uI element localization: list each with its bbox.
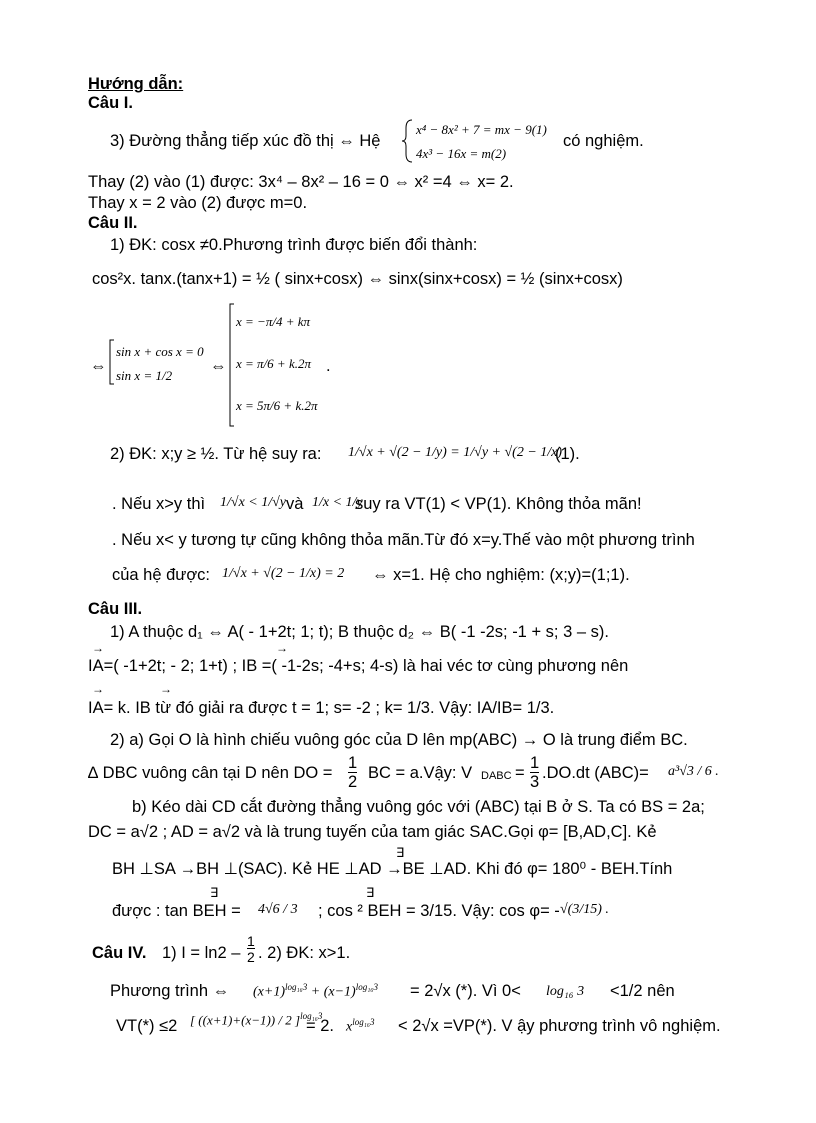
cau3-line-9b: ; cos ² BEH = 3/15. Vậy: cos φ= - <box>318 902 560 920</box>
cau3-line-5d: .DO.dt (ABC)= <box>542 764 649 782</box>
cau1-line-3: 3) Đường thẳng tiếp xúc đồ thị ⇔ Hệ <box>110 132 381 150</box>
cau2-sol-1: x = −π/4 + kπ <box>236 314 310 329</box>
vector-arrow-ia-2: → <box>92 682 104 696</box>
equiv-symbol: ⇔ <box>90 357 107 375</box>
cau2-sys-a2: sin x = 1/2 <box>116 368 173 383</box>
cau3-line-3: IA= k. IB từ đó giải ra được t = 1; s= -2 ; k= 1/3. Vậy: IA/IB= 1/3. <box>88 699 555 717</box>
period: . <box>326 357 331 375</box>
vector-arrow-ib: → <box>276 641 288 655</box>
exists-symbol-3: ∃ <box>366 885 375 900</box>
cau2-solutions <box>228 302 358 430</box>
cau2-line-4c: suy ra VT(1) < VP(1). Không thỏa mãn! <box>355 495 642 513</box>
section-title-cau-2: Câu II. <box>88 214 138 232</box>
cau2-equation-1-end: (1). <box>555 445 580 463</box>
cau1-system-eq1: x⁴ − 8x² + 7 = mx − 9(1) <box>416 122 547 137</box>
cau2-line-2: cos²x. tanx.(tanx+1) = ½ ( sinx+cosx) ⇔ sinx(sinx+cosx) = ½ (sinx+cosx) <box>92 270 623 288</box>
cau3-line-6: b) Kéo dài CD cắt đường thẳng vuông góc với (ABC) tại B ở S. Ta có BS = 2a; <box>132 798 705 816</box>
fraction-one-half: 1 2 <box>348 754 358 791</box>
cau2-sol-3: x = 5π/6 + k.2π <box>236 398 318 413</box>
cau3-line-8: BH ⊥SA →BH ⊥(SAC). Kẻ HE ⊥AD →BE ⊥AD. Khi đó φ= 180⁰ - BEH.Tính <box>112 860 673 878</box>
cau2-equation-1: 1/√x + √(2 − 1/y) = 1/√y + √(2 − 1/x) <box>348 445 563 460</box>
cau4-bound: [ ((x+1)+(x−1)) / 2 ]$^{log_{16}3}$ <box>190 1011 323 1028</box>
fraction-one-third: 1 3 <box>530 754 540 791</box>
cau2-ineq-1: 1/√x < 1/√y <box>220 495 287 510</box>
cau4-line-3b: = 2. <box>306 1017 334 1035</box>
cau2-line-1: 1) ĐK: cosx ≠0.Phương trình được biến đổi thành: <box>110 236 478 254</box>
volume-subscript: DABC <box>481 770 512 782</box>
section-title-cau-3: Câu III. <box>88 600 143 618</box>
cau2-line-3: 2) ĐK: x;y ≥ ½. Từ hệ suy ra: <box>110 445 322 463</box>
cau4-line-2b: = 2√x (*). Vì 0< <box>410 982 521 1000</box>
cau2-line-4b: và <box>286 495 304 513</box>
cau3-line-4: 2) a) Gọi O là hình chiếu vuông góc của D lên mp(ABC) → O là trung điểm BC. <box>110 731 688 749</box>
cau4-power: $x^{log_{16}3}$ <box>346 1017 375 1035</box>
cau2-line-4a: . Nếu x>y thì <box>112 495 206 513</box>
cau4-line-1b: . 2) ĐK: x>1. <box>258 944 351 962</box>
cau2-line-6b: ⇔ x=1. Hệ cho nghiệm: (x;y)=(1;1). <box>372 566 630 584</box>
tan-value: 4√6 / 3 <box>258 902 298 917</box>
cau3-line-5b: BC = a.Vậy: V <box>368 764 473 782</box>
cau4-line-1a: 1) I = ln2 – <box>162 944 241 962</box>
cau2-sol-2: x = π/6 + k.2π <box>236 356 311 371</box>
volume-formula: a³√3 / 6 . <box>668 764 719 779</box>
cau1-system <box>402 116 572 166</box>
cau3-line-2: IA=( -1+2t; - 2; 1+t) ; IB =( -1-2s; -4+s; 4-s) là hai véc tơ cùng phương nên <box>88 657 629 675</box>
cau3-line-7: DC = a√2 ; AD = a√2 và là trung tuyến của tam giác SAC.Gọi φ= [B,AD,C]. Kẻ <box>88 823 657 841</box>
cau3-line-1: 1) A thuộc d₁ ⇔ A( - 1+2t; 1; t); B thuộc d₂ ⇔ B( -1 -2s; -1 + s; 3 – s). <box>110 623 609 641</box>
cau4-line-3c: < 2√x =VP(*). V ậy phương trình vô nghiệm. <box>398 1017 721 1035</box>
cos-value: √(3/15) . <box>560 902 609 917</box>
cau4-line-2c: <1/2 nên <box>610 982 675 1000</box>
fraction-one-half-2: 1 2 <box>247 933 255 965</box>
cau2-sys-a1: sin x + cos x = 0 <box>116 344 204 359</box>
vector-arrow-ib-2: → <box>160 682 172 696</box>
page-heading: Hướng dẫn: <box>88 75 184 93</box>
cau3-line-5a: ∆ DBC vuông cân tại D nên DO = <box>88 764 333 782</box>
cau4-equation: $(x+1)^{log_{16}3} + (x-1)^{log_{16}3}$ <box>253 982 378 1000</box>
cau4-line-2a: Phương trình ⇔ <box>110 982 230 1000</box>
cau1-line-3-end: có nghiệm. <box>563 132 644 150</box>
cau1-system-eq2: 4x³ − 16x = m(2) <box>416 146 507 161</box>
equiv-symbol-2: ⇔ <box>210 357 227 375</box>
cau4-line-3a: VT(*) ≤2 <box>116 1017 178 1035</box>
exists-symbol-2: ∃ <box>210 885 219 900</box>
cau1-line-5: Thay x = 2 vào (2) được m=0. <box>88 194 308 212</box>
cau3-line-9a: được : tan BEH = <box>112 902 241 920</box>
exists-symbol-1: ∃ <box>396 845 405 860</box>
cau2-ineq-2: 1/x < 1/y <box>312 495 363 510</box>
section-title-cau-4: Câu IV. <box>92 944 147 962</box>
cau3-line-5c: = <box>515 764 525 782</box>
cau4-log: log₁₆ 3 <box>546 984 585 999</box>
vector-arrow-ia: → <box>92 641 104 655</box>
cau1-line-4: Thay (2) vào (1) được: 3x⁴ – 8x² – 16 = 0 ⇔ x² =4 ⇔ x= 2. <box>88 173 514 191</box>
cau2-equation-2: 1/√x + √(2 − 1/x) = 2 <box>222 566 345 581</box>
section-title-cau-1: Câu I. <box>88 94 133 112</box>
cau2-line-6a: của hệ được: <box>112 566 211 584</box>
cau2-line-5: . Nếu x< y tương tự cũng không thỏa mãn.Từ đó x=y.Thế vào một phương trình <box>112 531 695 549</box>
